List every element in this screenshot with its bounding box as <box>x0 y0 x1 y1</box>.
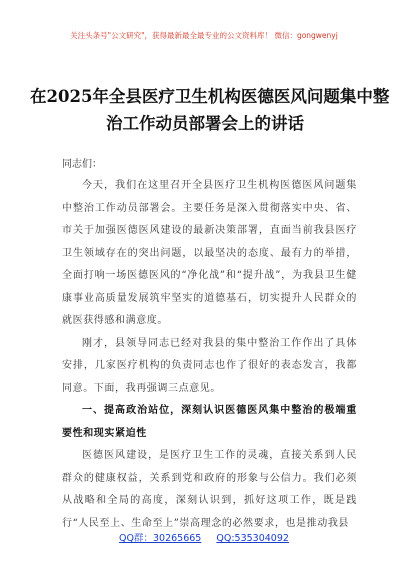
paragraph-3: 医德医风建设，是医疗卫生工作的灵魂，直接关系到人民群众的健康权益，关系到党和政府的形象与公信力。我们必须从战略和全局的高度，深刻认识到，抓好这项工作，既是践行“人民至上、生命至上”崇高理念的必然要求，也是推动我县 <box>62 450 357 529</box>
title-line-2: 治工作动员部署会上的讲话 <box>106 114 304 133</box>
footer-links <box>0 530 408 544</box>
paragraph-2: 刚才，县领导同志已经对我县的集中整治工作作出了具体安排，几家医疗机构的负责同志也作了很好的表态发言，我都同意。下面，我再强调三点意见。 <box>62 337 357 394</box>
promo-banner: 关注头条号"公文研究"，获得最新最全最专业的公文资料库！ 微信：gongwenyj <box>70 31 338 40</box>
document-title <box>30 84 390 136</box>
qq-link[interactable]: QQ:535304092 <box>216 533 289 544</box>
salutation: 同志们： <box>62 159 102 170</box>
speech-body <box>62 175 357 535</box>
section-heading-1: 一、提高政治站位，深刻认识医德医风集中整治的极端重要性和现实紧迫性 <box>62 405 357 439</box>
qq-group-link[interactable]: QQ群：30265665 <box>119 533 202 544</box>
title-line-1: 在2025年全县医疗卫生机构医德医风问题集中整 <box>30 87 390 106</box>
paragraph-1: 今天，我们在这里召开全县医疗卫生机构医德医风问题集中整治工作动员部署会。主要任务是深入贯彻落实中央、省、市关于加强医德医风建设的最新决策部署，直面当前我县医疗卫生领域存在的突出问题，以最坚决的态度、最有力的举措，全面打响一场医德医风的“净化战”和“提升战”，为我县卫生健康事业高质量发展筑牢坚实的道德基石，切实提升人民群众的就医获得感和满意度。 <box>62 180 357 326</box>
